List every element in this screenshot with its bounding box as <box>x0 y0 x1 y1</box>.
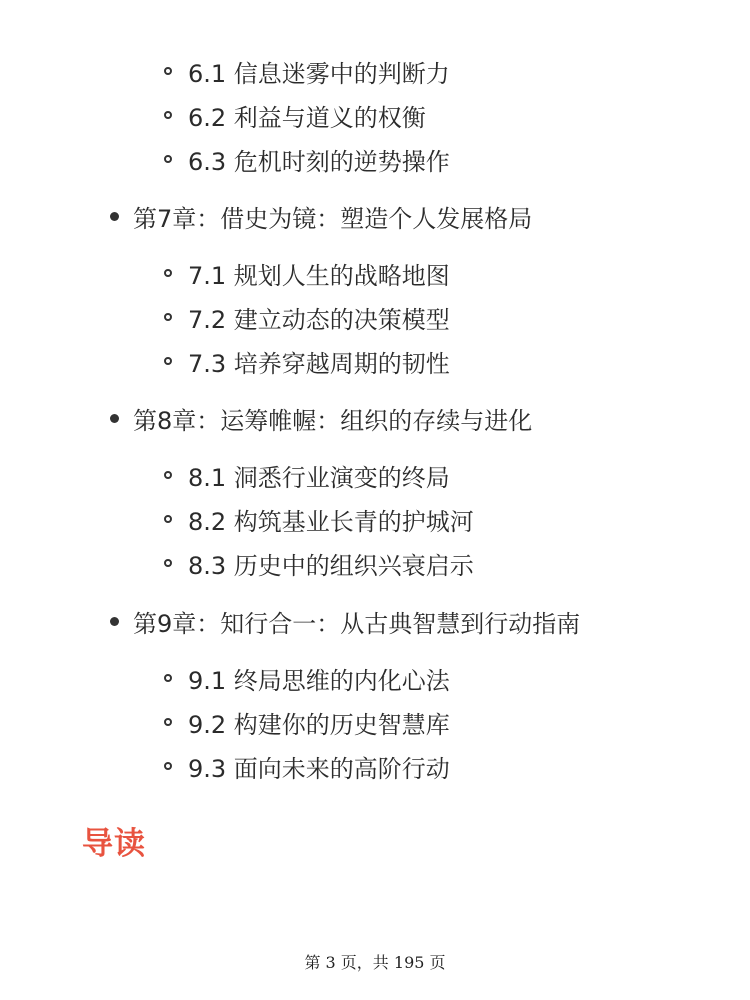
toc-item-6-2[interactable] <box>164 99 426 131</box>
toc-chapter-label: 第9章：知行合一：从古典智慧到行动指南 <box>133 609 581 638</box>
toc-item-9-2[interactable] <box>164 706 450 738</box>
toc-item-8-3[interactable] <box>164 547 474 579</box>
toc-item-label: 9.1 终局思维的内化心法 <box>188 666 450 695</box>
toc-item-9-3[interactable] <box>164 750 450 782</box>
toc-item-8-2[interactable] <box>164 503 474 535</box>
toc-item-label: 6.3 危机时刻的逆势操作 <box>188 147 450 176</box>
toc-item-7-1[interactable] <box>164 257 450 289</box>
toc-item-label: 7.1 规划人生的战略地图 <box>188 261 450 290</box>
toc-item-6-3[interactable] <box>164 143 450 175</box>
hollow-bullet-icon <box>164 357 172 365</box>
hollow-bullet-icon <box>164 313 172 321</box>
hollow-bullet-icon <box>164 471 172 479</box>
page-number-footer: 第 3 页，共 195 页 <box>304 953 446 972</box>
hollow-bullet-icon <box>164 762 172 770</box>
filled-bullet-icon <box>110 212 119 221</box>
hollow-bullet-icon <box>164 515 172 523</box>
hollow-bullet-icon <box>164 155 172 163</box>
toc-chapter-label: 第7章：借史为镜：塑造个人发展格局 <box>133 204 533 233</box>
hollow-bullet-icon <box>164 269 172 277</box>
filled-bullet-icon <box>110 617 119 626</box>
hollow-bullet-icon <box>164 559 172 567</box>
toc-item-label: 6.1 信息迷雾中的判断力 <box>188 59 450 88</box>
hollow-bullet-icon <box>164 718 172 726</box>
toc-chapter-8[interactable] <box>110 402 532 434</box>
toc-item-label: 7.3 培养穿越周期的韧性 <box>188 349 450 378</box>
hollow-bullet-icon <box>164 111 172 119</box>
toc-chapter-7[interactable] <box>110 200 532 232</box>
section-heading-introduction: 导读 <box>82 826 146 862</box>
filled-bullet-icon <box>110 414 119 423</box>
toc-item-label: 7.2 建立动态的决策模型 <box>188 305 450 334</box>
toc-item-label: 8.3 历史中的组织兴衰启示 <box>188 551 474 580</box>
toc-item-label: 9.2 构建你的历史智慧库 <box>188 710 450 739</box>
toc-chapter-label: 第8章：运筹帷幄：组织的存续与进化 <box>133 406 533 435</box>
toc-item-7-2[interactable] <box>164 301 450 333</box>
toc-item-label: 8.2 构筑基业长青的护城河 <box>188 507 474 536</box>
toc-item-label: 6.2 利益与道义的权衡 <box>188 103 426 132</box>
toc-item-6-1[interactable] <box>164 55 450 87</box>
hollow-bullet-icon <box>164 674 172 682</box>
toc-item-9-1[interactable] <box>164 662 450 694</box>
toc-item-label: 8.1 洞悉行业演变的终局 <box>188 463 450 492</box>
toc-chapter-9[interactable] <box>110 605 580 637</box>
toc-item-label: 9.3 面向未来的高阶行动 <box>188 754 450 783</box>
toc-item-8-1[interactable] <box>164 459 450 491</box>
hollow-bullet-icon <box>164 67 172 75</box>
toc-item-7-3[interactable] <box>164 345 450 377</box>
